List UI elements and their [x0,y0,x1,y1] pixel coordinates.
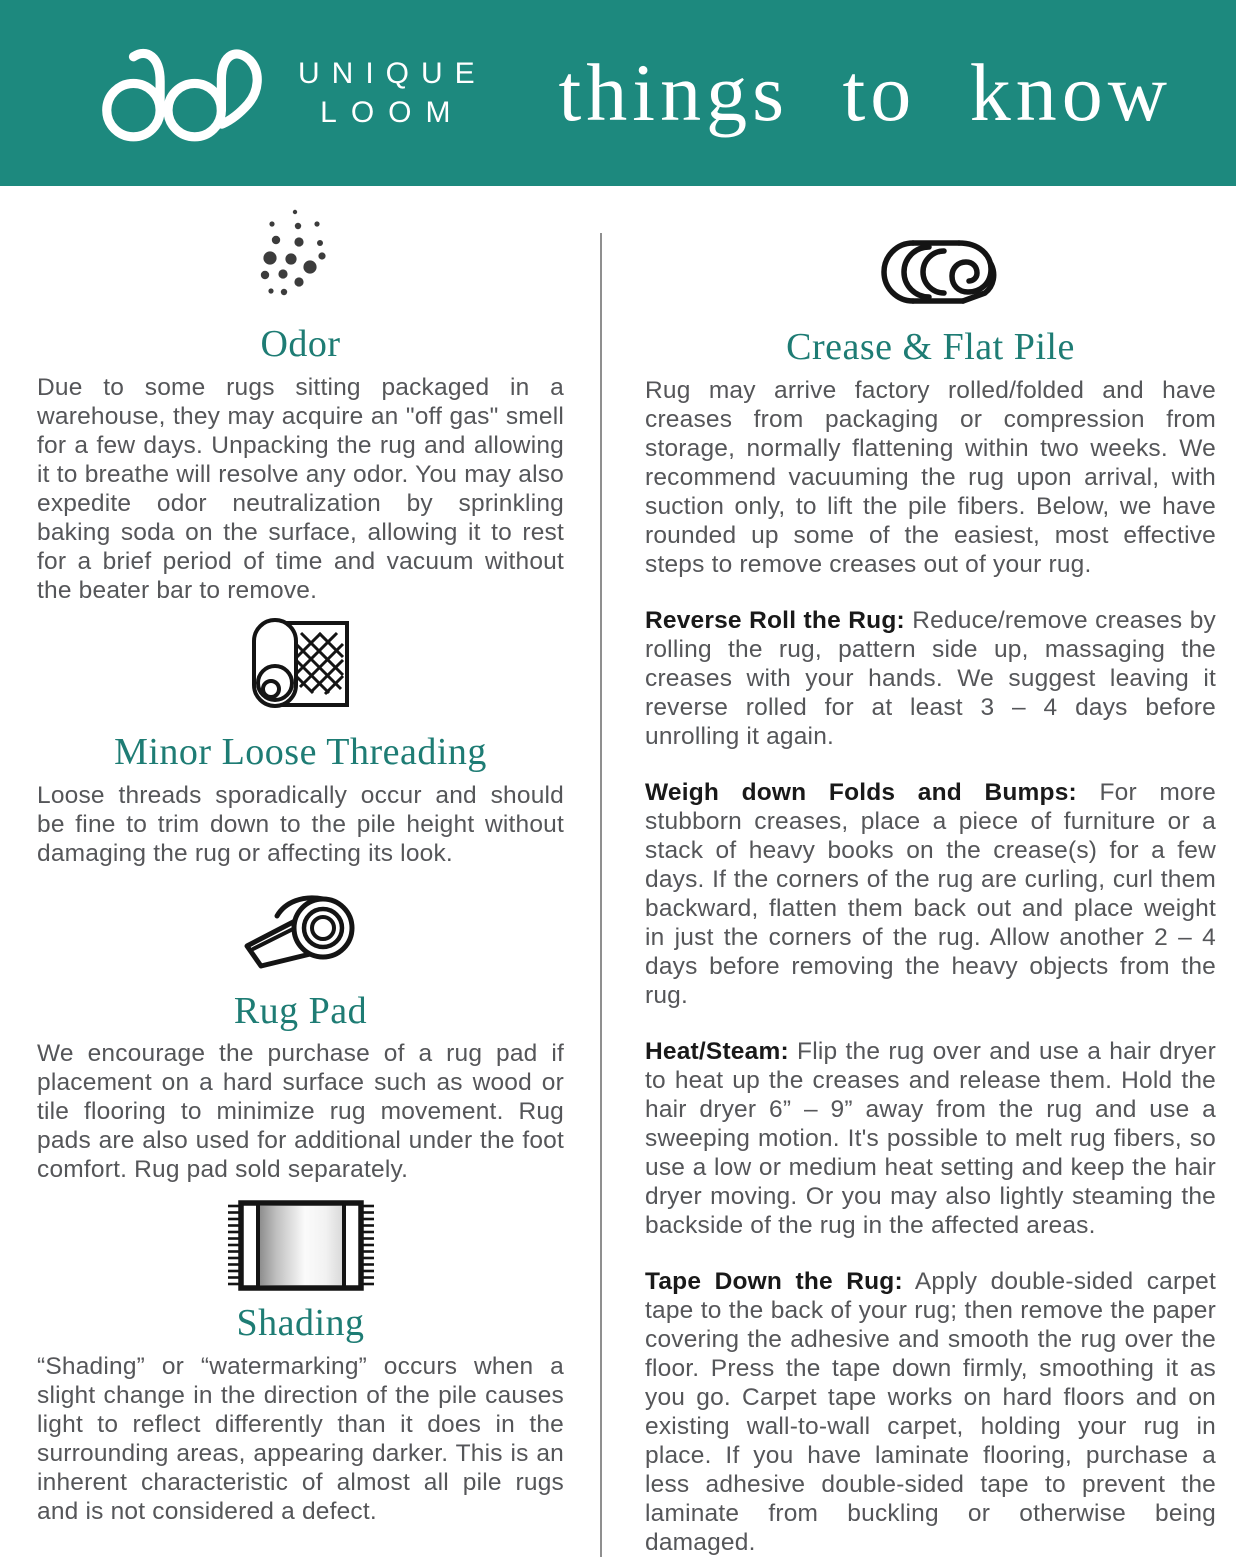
heat-steam-label: Heat/Steam: [645,1037,789,1065]
column-divider [600,233,602,1557]
weigh-down-text: For more stubborn creases, place a piece of furniture or a stack of heavy books on the crease(s) for a few days. If the corners of the rug are curling, curl them backward, flatten them back out and place weight in just the corners of the rug. Allow another 2 – 4 days before removing the heavy objects from the rug. [645,778,1216,1009]
shading-body: “Shading” or “watermarking” occurs when a slight change in the direction of the pile causes light to reflect differently than it does in the surrounding areas, appearing darker. This is an inherent characteristic of almost all pile rugs and is not considered a defect. [37,1353,564,1526]
rug-pad-title: Rug Pad [233,989,368,1032]
rolled-rug-side-icon [865,234,997,318]
odor-title: Odor [260,323,341,365]
section-rug-pad [37,886,564,1185]
threading-title: Minor Loose Threading [114,730,487,773]
tape-down-label: Tape Down the Rug: [645,1267,903,1295]
heat-steam-text: Flip the rug over and use a hair dryer to heat up the creases and release them. Hold the hair dryer 6” – 9” away from the rug and use a sweeping motion. It's possible to melt rug fibers, so use a low or medium heat setting and keep the hair dryer moving. Or you may also lightly steaming the backside of the rug in the affected areas. [645,1037,1216,1239]
brand [92,41,487,146]
odor-body: Due to some rugs sitting packaged in a warehouse, they may acquire an "off gas" smell for a few days. Unpacking the rug and allowing it to breathe will resolve any odor. You may also expedite odor neutralization by sprinkling baking soda on the surface, allowing it to rest for a brief period of time and vacuum without the beater bar to remove. [37,373,564,604]
odor-dots-icon [245,203,357,315]
threading-body: Loose threads sporadically occur and should be fine to trim down to the pile height without damaging the rug or affecting its look. [37,781,564,867]
page-title: things to know [558,47,1172,138]
weigh-down-label: Weigh down Folds and Bumps: [645,778,1077,806]
reverse-roll-text: Reduce/remove creases by rolling the rug, pattern side up, massaging the creases with your hands. We suggest leaving it reverse rolled for at least 3 – 4 days before unrolling it again. [645,606,1216,750]
tape-down-text: Apply double-sided carpet tape to the back of your rug; then remove the paper covering the adhesive and smooth the rug over the floor. Press the tape down firmly, smoothing it as you go. Carpet tape works on hard floors and on existing wall-to-wall carpet, holding your rug in place. If you have laminate flooring, purchase a less adhesive double-sided tape to prevent the laminate from buckling or otherwise being damaged. [645,1267,1216,1556]
shaded-rug-icon [225,1198,377,1294]
rug-pad-body: We encourage the purchase of a rug pad if placement on a hard surface such as wood or tile flooring to minimize rug movement. Rug pads are also used for additional under the foot comfort. Rug pad sold separately. [37,1040,564,1184]
header-banner [0,0,1236,186]
paragraph-tape-down [645,1267,1216,1557]
content [0,186,1236,1557]
paragraph-heat-steam [645,1037,1216,1240]
left-column [0,186,601,1557]
brand-line-2: LOOM [320,96,465,129]
brand-name [298,54,487,132]
section-minor-loose-threading [37,611,564,868]
paragraph-reverse-roll [645,606,1216,751]
section-shading [37,1198,564,1526]
shading-title: Shading [236,1302,365,1345]
crease-intro: Rug may arrive factory rolled/folded and have creases from packaging or compression from storage, normally flattening within two weeks. We recommend vacuuming the rug upon arrival, with suction only, to lift the pile fibers. Below, we have rounded up some of the easiest, most effective steps to remove creases out of your rug. [645,376,1216,578]
rug-pad-roll-icon [239,886,363,982]
reverse-roll-label: Reverse Roll the Rug: [645,606,905,634]
rolled-rug-threads-icon [245,611,357,723]
crease-title: Crease & Flat Pile [786,326,1075,368]
paragraph-weigh-down [645,778,1216,1010]
right-column [601,186,1236,1557]
brand-line-1: UNIQUE [298,57,487,90]
section-odor [37,203,564,605]
unique-loom-logo-icon [92,41,272,146]
section-crease-flat-pile [645,234,1216,1557]
